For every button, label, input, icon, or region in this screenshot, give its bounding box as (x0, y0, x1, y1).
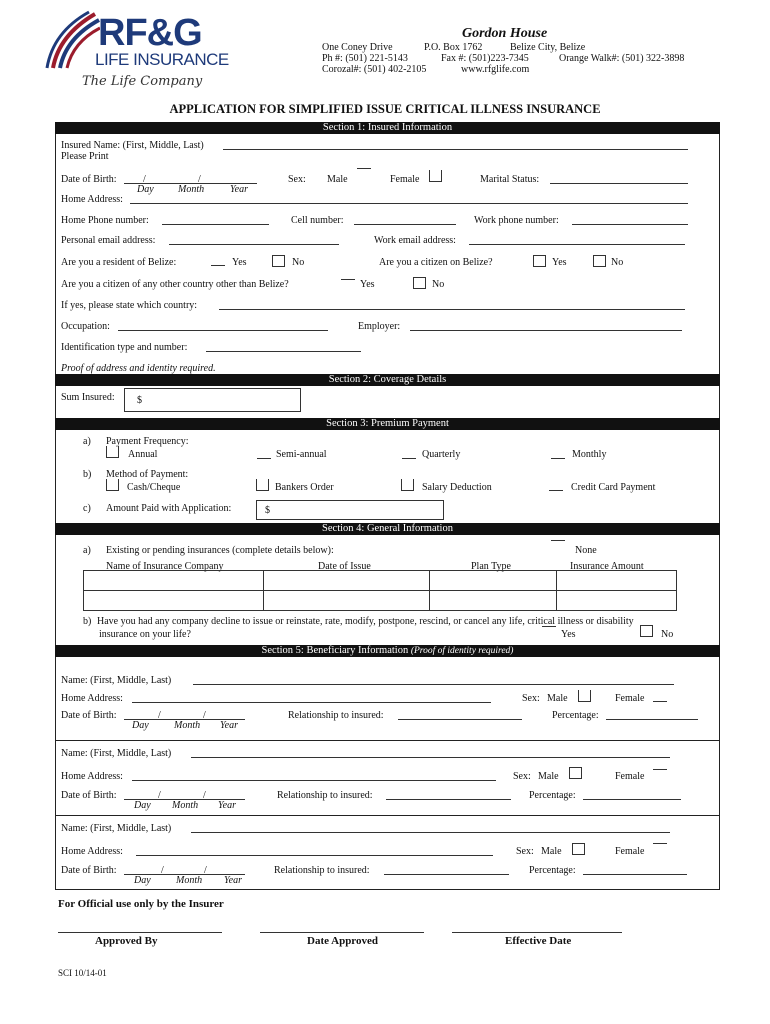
beneficiary3-female-label: Female (615, 846, 645, 857)
marital-label: Marital Status: (480, 174, 540, 185)
cell-label: Cell number: (291, 215, 344, 226)
beneficiary3-relationship-label: Relationship to insured: (274, 865, 370, 876)
table-cell[interactable] (264, 591, 430, 611)
which-country-field[interactable] (219, 309, 685, 310)
sex-label: Sex: (288, 174, 306, 185)
work-phone-label: Work phone number: (474, 215, 559, 226)
table-row (84, 571, 677, 591)
personal-email-label: Personal email address: (61, 235, 156, 246)
id-type-field[interactable] (206, 351, 361, 352)
beneficiary2-sex-label: Sex: (513, 771, 531, 782)
credit-label: Credit Card Payment (571, 482, 656, 493)
beneficiary2-month: Month (172, 800, 199, 811)
none-label: None (575, 545, 597, 556)
beneficiary1-name-field[interactable] (193, 684, 674, 685)
office-city: Belize City, Belize (510, 42, 586, 53)
beneficiary2-day: Day (134, 800, 151, 811)
sex-female-label: Female (390, 174, 420, 185)
beneficiary2-female-checkbox[interactable] (653, 769, 667, 770)
beneficiary1-address-field[interactable] (132, 702, 491, 703)
amount-label: Amount Paid with Application: (106, 503, 232, 514)
beneficiary3-male-label: Male (541, 846, 562, 857)
freq-label: Payment Frequency: (106, 436, 189, 447)
bankers-label: Bankers Order (275, 482, 334, 493)
beneficiary3-percentage-field[interactable] (583, 874, 687, 875)
declined-no-label: No (661, 629, 674, 640)
logo-name: RF&G (98, 12, 202, 54)
section5-title: Section 5: Beneficiary Information (261, 645, 409, 656)
beneficiary1-female-label: Female (615, 693, 645, 704)
other-citizen-yes-checkbox[interactable] (341, 279, 355, 280)
approved-by-field[interactable] (58, 932, 222, 933)
semi-annual-checkbox[interactable] (257, 458, 271, 459)
resident-label: Are you a resident of Belize: (61, 257, 177, 268)
bankers-checkbox[interactable] (256, 479, 269, 491)
which-country-label: If yes, please state which country: (61, 300, 198, 311)
citizen-no-label: No (611, 257, 624, 268)
section2-header: Section 2: Coverage Details (55, 374, 720, 386)
please-print-label: Please Print (61, 151, 109, 162)
beneficiary3-name-label: Name: (First, Middle, Last) (61, 823, 172, 834)
none-checkbox[interactable] (551, 540, 565, 541)
resident-yes-label: Yes (232, 257, 247, 268)
insurance-table (83, 570, 677, 611)
home-address-label: Home Address: (61, 194, 123, 205)
beneficiary3-dob-label: Date of Birth: (61, 865, 117, 876)
resident-yes-checkbox[interactable] (211, 265, 225, 266)
sex-female-checkbox[interactable] (429, 170, 442, 182)
beneficiary3-day: Day (134, 875, 151, 886)
date-approved-label: Date Approved (307, 935, 378, 947)
dob-year: Year (230, 184, 248, 195)
dob-label: Date of Birth: (61, 174, 117, 185)
work-email-label: Work email address: (374, 235, 456, 246)
approved-by-label: Approved By (95, 935, 158, 947)
beneficiary1-sex-label: Sex: (522, 693, 540, 704)
table-cell[interactable] (557, 591, 677, 611)
table-cell[interactable] (264, 571, 430, 591)
other-citizen-no-checkbox[interactable] (413, 277, 426, 289)
sum-insured-currency: $ (137, 395, 142, 406)
dob-day: Day (137, 184, 154, 195)
beneficiary1-female-checkbox[interactable] (653, 701, 667, 702)
beneficiary2-relationship-field[interactable] (386, 799, 511, 800)
citizen-label: Are you a citizen on Belize? (379, 257, 493, 268)
amount-input[interactable] (256, 500, 444, 520)
beneficiary1-percentage-field[interactable] (606, 719, 698, 720)
citizen-yes-label: Yes (552, 257, 567, 268)
table-cell[interactable] (430, 571, 557, 591)
salary-checkbox[interactable] (401, 479, 414, 491)
work-phone-field[interactable] (572, 224, 688, 225)
method-label: Method of Payment: (106, 469, 189, 480)
declined-marker: b) (83, 616, 92, 627)
beneficiary2-address-label: Home Address: (61, 771, 123, 782)
logo-swoosh-icon (45, 10, 100, 70)
insured-name-label: Insured Name: (First, Middle, Last) (61, 140, 204, 151)
col-amount: Insurance Amount (570, 561, 644, 572)
salary-label: Salary Deduction (422, 482, 492, 493)
logo-line2: LIFE INSURANCE (95, 50, 229, 69)
cash-checkbox[interactable] (106, 479, 119, 491)
citizen-no-checkbox[interactable] (593, 255, 606, 267)
official-heading: For Official use only by the Insurer (58, 898, 224, 910)
home-phone-label: Home Phone number: (61, 215, 149, 226)
col-date: Date of Issue (318, 561, 371, 572)
home-address-field[interactable] (130, 203, 688, 204)
beneficiary1-name-label: Name: (First, Middle, Last) (61, 675, 172, 686)
other-citizen-yes-label: Yes (360, 279, 375, 290)
beneficiary2-percentage-field[interactable] (583, 799, 681, 800)
col-plan: Plan Type (471, 561, 511, 572)
sex-male-label: Male (327, 174, 348, 185)
beneficiary1-percentage-label: Percentage: (552, 710, 599, 721)
existing-label: Existing or pending insurances (complete details below): (106, 545, 334, 556)
beneficiary2-name-label: Name: (First, Middle, Last) (61, 748, 172, 759)
beneficiary3-year: Year (224, 875, 242, 886)
beneficiary3-address-label: Home Address: (61, 846, 123, 857)
citizen-yes-checkbox[interactable] (533, 255, 546, 267)
other-citizen-label: Are you a citizen of any other country other than Belize? (61, 279, 289, 290)
beneficiary2-percentage-label: Percentage: (529, 790, 576, 801)
beneficiary1-year: Year (220, 720, 238, 731)
beneficiary1-day: Day (132, 720, 149, 731)
amount-marker: c) (83, 503, 91, 514)
office-orange-walk: Orange Walk#: (501) 322-3898 (559, 53, 685, 64)
beneficiary2-relationship-label: Relationship to insured: (277, 790, 373, 801)
monthly-label: Monthly (572, 449, 607, 460)
proof-note: Proof of address and identity required. (61, 363, 216, 374)
declined-question: Have you had any company decline to issue or reinstate, rate, modify, postpone, rescind, or cancel any life, critical illness or disability (97, 616, 634, 627)
existing-marker: a) (83, 545, 91, 556)
beneficiary1-month: Month (174, 720, 201, 731)
beneficiary1-address-label: Home Address: (61, 693, 123, 704)
sum-insured-label: Sum Insured: (61, 392, 115, 403)
office-po-box: P.O. Box 1762 (424, 42, 483, 53)
office-corozal: Corozal#: (501) 402-2105 (322, 64, 427, 75)
office-phone: Ph #: (501) 221-5143 (322, 53, 408, 64)
beneficiary3-address-field[interactable] (136, 855, 493, 856)
employer-label: Employer: (358, 321, 401, 332)
table-row (84, 591, 677, 611)
beneficiary3-percentage-label: Percentage: (529, 865, 576, 876)
section5-note: (Proof of identity required) (410, 646, 514, 656)
beneficiary1-dob-label: Date of Birth: (61, 710, 117, 721)
form-title: APPLICATION FOR SIMPLIFIED ISSUE CRITICAL ILLNESS INSURANCE (169, 102, 601, 116)
beneficiary2-male-checkbox[interactable] (569, 767, 582, 779)
annual-label: Annual (128, 449, 158, 460)
beneficiary3-male-checkbox[interactable] (572, 843, 585, 855)
resident-no-label: No (292, 257, 305, 268)
date-approved-field[interactable] (260, 932, 424, 933)
beneficiary1-male-label: Male (547, 693, 568, 704)
sex-male-checkbox[interactable] (357, 168, 371, 169)
section5-header (55, 645, 720, 657)
occupation-field[interactable] (118, 330, 328, 331)
declined-question-line2: insurance on your life? (99, 629, 191, 640)
marital-field[interactable] (550, 183, 688, 184)
dob-month: Month (178, 184, 205, 195)
employer-field[interactable] (410, 330, 682, 331)
work-email-field[interactable] (469, 244, 685, 245)
quarterly-label: Quarterly (422, 449, 461, 460)
occupation-label: Occupation: (61, 321, 110, 332)
declined-yes-label: Yes (561, 629, 576, 640)
resident-no-checkbox[interactable] (272, 255, 285, 267)
cash-label: Cash/Cheque (127, 482, 181, 493)
beneficiary3-name-field[interactable] (191, 832, 670, 833)
beneficiary1-relationship-label: Relationship to insured: (288, 710, 384, 721)
annual-checkbox[interactable] (106, 446, 119, 458)
office-name: Gordon House (462, 26, 548, 41)
effective-date-field[interactable] (452, 932, 622, 933)
quarterly-checkbox[interactable] (402, 458, 416, 459)
beneficiary2-address-field[interactable] (132, 780, 496, 781)
amount-currency: $ (265, 505, 270, 516)
section1-frame (55, 134, 720, 374)
credit-checkbox[interactable] (549, 490, 563, 491)
beneficiary2-female-label: Female (615, 771, 645, 782)
section4-header: Section 4: General Information (55, 523, 720, 535)
monthly-checkbox[interactable] (551, 458, 565, 459)
cell-field[interactable] (354, 224, 456, 225)
beneficiary2-year: Year (218, 800, 236, 811)
effective-date-label: Effective Date (505, 935, 572, 947)
beneficiary2-dob-label: Date of Birth: (61, 790, 117, 801)
home-phone-field[interactable] (162, 224, 269, 225)
col-company: Name of Insurance Company (106, 561, 224, 572)
declined-no-checkbox[interactable] (640, 625, 653, 637)
section1-header: Section 1: Insured Information (55, 122, 720, 134)
beneficiary1-male-checkbox[interactable] (578, 690, 591, 702)
personal-email-field[interactable] (169, 244, 339, 245)
other-citizen-no-label: No (432, 279, 445, 290)
table-cell[interactable] (84, 591, 264, 611)
method-marker: b) (83, 469, 92, 480)
section3-header: Section 3: Premium Payment (55, 418, 720, 430)
office-address: One Coney Drive (322, 42, 393, 53)
insured-name-field[interactable] (223, 149, 688, 150)
freq-marker: a) (83, 436, 91, 447)
id-type-label: Identification type and number: (61, 342, 188, 353)
beneficiary2-name-field[interactable] (191, 757, 670, 758)
table-cell[interactable] (557, 571, 677, 591)
table-cell[interactable] (430, 591, 557, 611)
logo-tagline: The Life Company (82, 74, 203, 89)
office-fax: Fax #: (501)223-7345 (441, 53, 529, 64)
table-cell[interactable] (84, 571, 264, 591)
declined-yes-checkbox[interactable] (542, 626, 556, 627)
beneficiary3-relationship-field[interactable] (384, 874, 509, 875)
sum-insured-input[interactable] (124, 388, 301, 412)
beneficiary3-month: Month (176, 875, 203, 886)
beneficiary3-female-checkbox[interactable] (653, 843, 667, 844)
beneficiary2-male-label: Male (538, 771, 559, 782)
semi-annual-label: Semi-annual (276, 449, 327, 460)
office-web: www.rfglife.com (461, 64, 530, 75)
beneficiary3-sex-label: Sex: (516, 846, 534, 857)
form-code: SCI 10/14-01 (58, 968, 107, 978)
beneficiary1-relationship-field[interactable] (398, 719, 522, 720)
